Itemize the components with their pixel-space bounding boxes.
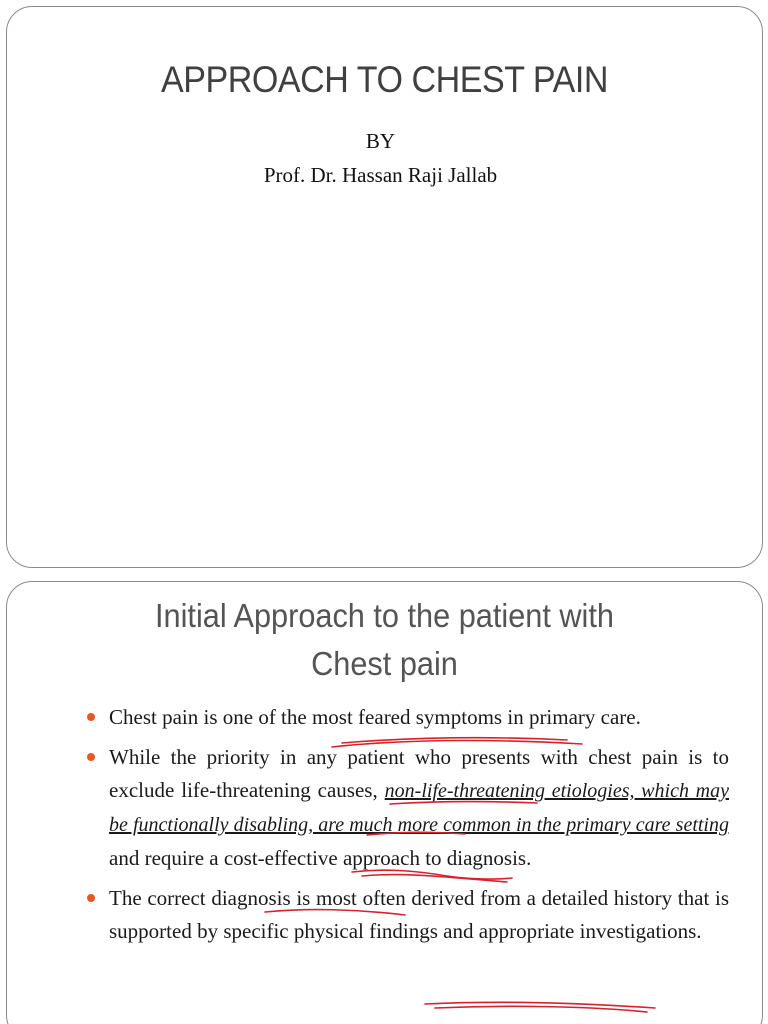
bullet-item-2 <box>87 741 729 875</box>
bullet-text-2b: and require a cost-effective approach to diagnosis. <box>109 846 532 870</box>
author-name: Prof. Dr. Hassan Raji Jallab <box>263 163 498 187</box>
slide-heading-line1: Initial Approach to the patient with <box>155 597 614 634</box>
title-slide <box>6 6 763 568</box>
by-label: BY <box>365 129 396 153</box>
content-slide <box>6 581 763 1024</box>
ink-underline-specific-physical-2 <box>435 1006 647 1012</box>
bullet-text-2a: While the priority in any patient who presents with chest pain is to exclude life-threatening causes, <box>109 745 729 802</box>
ink-underline-specific-physical <box>425 1002 655 1008</box>
bullet-text-1: Chest pain is one of the most feared symptoms in primary care. <box>109 705 641 729</box>
slide-heading-line2: Chest pain <box>311 645 458 682</box>
bullet-text-3: The correct diagnosis is most often derived from a detailed history that is supported by specific physical findings and appropriate investigations. <box>109 886 729 943</box>
bullet-item-3 <box>87 882 729 948</box>
bullet-item-1 <box>87 701 729 734</box>
slide-heading <box>33 592 735 688</box>
bullet-list <box>87 701 729 955</box>
bullet-text-2-emphasis: non-life-threatening etiologies, which may be functionally disabling, are much more common in the primary care setting <box>109 780 729 836</box>
presentation-title: APPROACH TO CHEST PAIN <box>160 59 609 100</box>
